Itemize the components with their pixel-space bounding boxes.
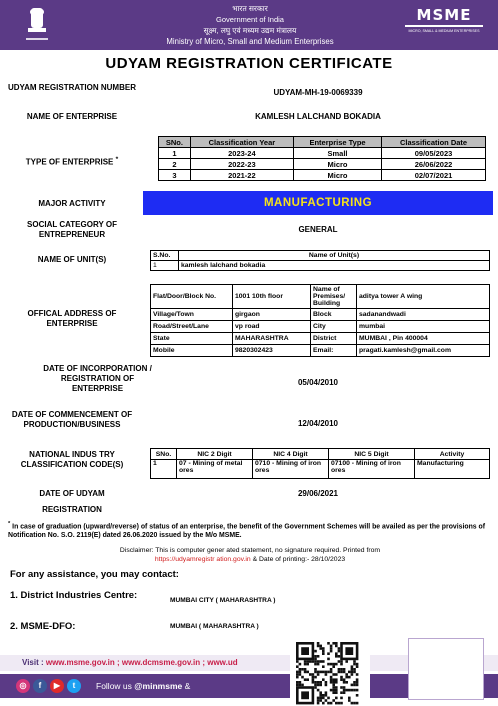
youtube-icon[interactable]: ▶ xyxy=(50,679,64,693)
label-enterprise-name: NAME OF ENTERPRISE xyxy=(26,112,118,121)
table-row: Mobile 9820302423 Email: pragati.kamlesh@gmail.com xyxy=(151,345,490,357)
label-social-category: SOCIAL CATEGORY OF ENTREPRENEUR xyxy=(27,220,117,239)
msme-logo-word: MSME xyxy=(416,6,472,24)
table-row: 1 2023-24 Small 09/05/2023 xyxy=(159,148,486,159)
contact-dfo-value: MUMBAI ( MAHARASHTRA ) xyxy=(170,623,259,630)
national-emblem-icon xyxy=(22,4,52,46)
table-row: Road/Street/Lane vp road City mumbai xyxy=(151,321,490,333)
twitter-icon[interactable]: t xyxy=(67,679,81,693)
table-row: 1 kamlesh lalchand bokadia xyxy=(151,261,490,271)
instagram-icon[interactable]: ◎ xyxy=(16,679,30,693)
header-text xyxy=(120,3,380,47)
value-enterprise-name: KAMLESH LALCHAND BOKADIA xyxy=(255,112,381,121)
value-commencement: 12/04/2010 xyxy=(297,419,339,428)
header-hindi-2: सूक्ष्म, लघु एवं मध्यम उद्यम मंत्रालय xyxy=(203,26,297,35)
table-row: 2 2022-23 Micro 26/06/2022 xyxy=(159,159,486,170)
label-units: NAME OF UNIT(S) xyxy=(37,255,107,264)
nic-table xyxy=(150,448,490,479)
facebook-icon[interactable]: f xyxy=(33,679,47,693)
type-table-header: SNo. Classification Year Enterprise Type Classification Date xyxy=(159,137,486,148)
header-hindi-1: भारत सरकार xyxy=(232,4,268,13)
units-table-header: S.No. Name of Unit(s) xyxy=(151,251,490,261)
visit-bar: Visit : www.msme.gov.in ; www.dcmsme.gov.in ; www.ud xyxy=(0,655,498,671)
table-row: Village/Town girgaon Block sadanandwadi xyxy=(151,309,490,321)
qr-code-icon xyxy=(290,640,370,706)
table-row: 3 2021-22 Micro 02/07/2021 xyxy=(159,170,486,181)
social-icons xyxy=(16,679,81,693)
label-incorporation: DATE OF INCORPORATION / REGISTRATION OF ENTERPRISE xyxy=(43,364,152,393)
graduation-note: * In case of graduation (upward/reverse) of status of an enterprise, the benefit of the Government Schemes will be availed as per the provisions of Notification No. S.O. 2119(E) dated 26.06.2020 issued by the M/o MSME. xyxy=(8,521,486,539)
udyam-portal-link[interactable]: https://udyamregistr ation.gov.in xyxy=(154,556,251,563)
units-table xyxy=(150,250,490,271)
msme-logo-sub: MICRO, SMALL & MEDIUM ENTERPRISES xyxy=(408,29,480,33)
contact-dfo-label: 2. MSME-DFO: xyxy=(10,621,76,632)
follow-text: Follow us @minmsme & xyxy=(96,681,191,691)
assistance-heading: For any assistance, you may contact: xyxy=(10,569,179,580)
label-commencement: DATE OF COMMENCEMENT OF PRODUCTION/BUSINESS xyxy=(11,410,133,429)
value-incorporation: 05/04/2010 xyxy=(297,378,339,387)
label-nic: NATIONAL INDUS TRY CLASSIFICATION CODE(S) xyxy=(20,450,124,469)
disclaimer: Disclaimer: This is computer gener ated statement, no signature required. Printed from https://udyamregistr ation.gov.in & Date of printing:- 28/10/2023 xyxy=(119,547,381,563)
label-registration: REGISTRATION xyxy=(42,505,102,514)
value-social-category: GENERAL xyxy=(298,225,338,234)
table-row: 1 07 - Mining of metal ores 0710 - Mining of iron ores 07100 - Mining of iron ores Manufacturing xyxy=(151,460,490,479)
header-banner xyxy=(0,0,498,50)
table-row: Flat/Door/Block No. 1001 10th floor Name of Premises/ Building aditya tower A wing xyxy=(151,285,490,309)
label-address: OFFICAL ADDRESS OF ENTERPRISE xyxy=(27,309,117,328)
label-type: TYPE OF ENTERPRISE * xyxy=(25,156,119,167)
nic-table-header: SNo. NIC 2 Digit NIC 4 Digit NIC 5 Digit Activity xyxy=(151,449,490,460)
table-row: State MAHARASHTRA District MUMBAI , Pin 400004 xyxy=(151,333,490,345)
major-activity-banner: MANUFACTURING xyxy=(143,191,493,215)
value-udyam-date: 29/06/2021 xyxy=(297,489,339,498)
photo-box xyxy=(408,638,484,700)
address-table xyxy=(150,284,490,357)
contact-dic-label: 1. District Industries Centre: xyxy=(10,590,138,601)
value-reg-no: UDYAM-MH-19-0069339 xyxy=(273,88,363,97)
header-english-2: Ministry of Micro, Small and Medium Enterprises xyxy=(166,37,334,46)
header-english-1: Government of India xyxy=(216,15,284,24)
certificate-title: UDYAM REGISTRATION CERTIFICATE xyxy=(105,55,393,72)
type-table xyxy=(158,136,486,181)
label-major-activity: MAJOR ACTIVITY xyxy=(38,199,106,208)
visit-links[interactable]: www.msme.gov.in ; www.dcmsme.gov.in ; www.ud xyxy=(45,658,238,667)
msme-logo xyxy=(405,6,483,34)
label-reg-no: UDYAM REGISTRATION NUMBER xyxy=(7,83,136,92)
contact-dic-value: MUMBAI CITY ( MAHARASHTRA ) xyxy=(170,597,276,604)
label-udyam-date: DATE OF UDYAM xyxy=(39,489,105,498)
